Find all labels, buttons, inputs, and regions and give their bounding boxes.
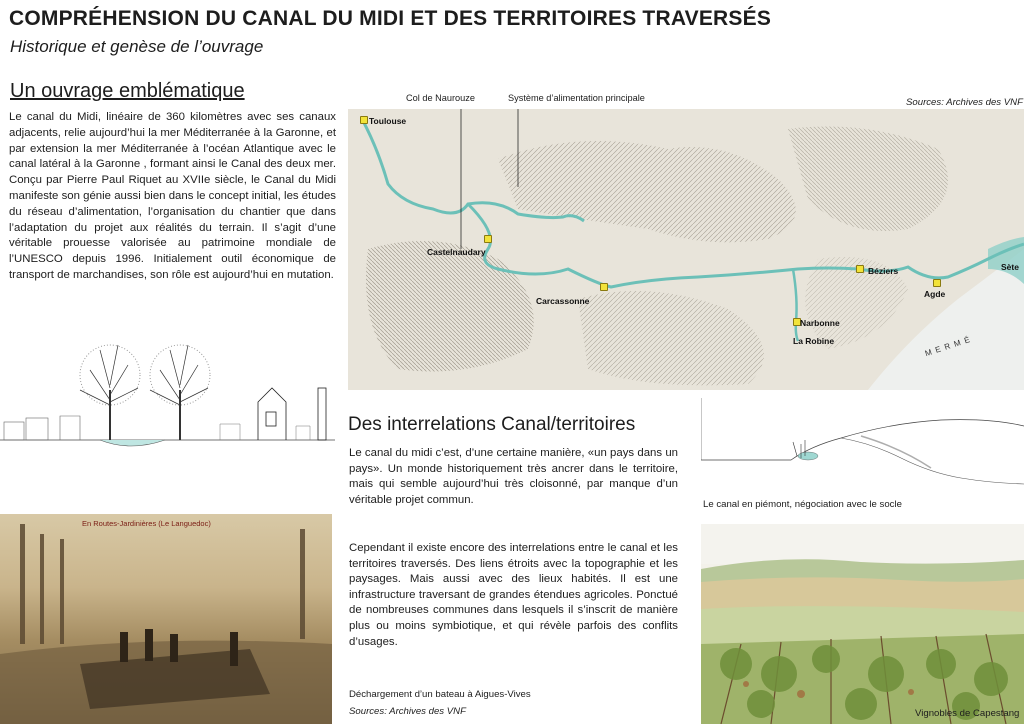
- map-callout-systeme: Système d’alimentation principale: [508, 93, 645, 103]
- city-marker-toulouse: [360, 116, 368, 124]
- piemont-drawing: [701, 398, 1024, 490]
- section-body-interrelations-1: Le canal du midi c’est, d’une certaine manière, «un pays dans un pays». Un monde historiquement très ancrer dans le territoire, mais qui semble aujourd’hui très cloisonné, par manque d’un véritable projet commun.: [349, 447, 678, 506]
- city-label-castelnaudary: Castelnaudary: [427, 247, 486, 257]
- vineyard-painting: [701, 524, 1024, 724]
- postcard-header: En Routes-Jardinières (Le Languedoc): [82, 519, 211, 528]
- map-sea-label: M E R M É: [923, 334, 972, 359]
- city-label-agde: Agde: [924, 289, 946, 299]
- city-label-toulouse: Toulouse: [369, 116, 407, 126]
- vineyard-watercolor: [701, 524, 1024, 724]
- city-label-la-robine: La Robine: [793, 336, 835, 346]
- section-heading-interrelations: Des interrelations Canal/territoires: [348, 414, 636, 435]
- city-marker-carcassonne: [600, 283, 608, 291]
- city-label-narbonne: Narbonne: [800, 318, 840, 328]
- page-subtitle: Historique et genèse de l’ouvrage: [10, 37, 264, 56]
- canal-section-drawing: [0, 330, 335, 450]
- city-marker-agde: [933, 279, 941, 287]
- section-heading-ouvrage: Un ouvrage emblématique: [10, 80, 245, 102]
- section-body-ouvrage: Le canal du Midi, linéaire de 360 kilomètres avec ses canaux adjacents, relie aujourd’hui la mer Méditerranée à la Garonne, et par extension la mer Méditerranée à l’océan Atlantique avec le canal latéral à la Garonne , formant ainsi le Canal des deux mer. Conçu par Pierre Paul Riquet au XVIIe siècle, le Canal du Midi manifeste son génie aussi bien dans le concept initial, les études du réseau d’alimentation, l’organisation du chantier que dans l’adaptation du projet aux réalités du terrain. Il s’agit d’une véritable prouesse valorisée au patrimoine mondiale de l’UNESCO depuis 1996. Initialement outil économique de transport de marchandises, son rôle est aujourd’hui en mutation.: [9, 111, 336, 281]
- vineyard-caption: Vignobles de Capestang: [915, 708, 1020, 719]
- photo-source: Sources: Archives des VNF: [349, 706, 466, 717]
- piemont-caption: Le canal en piémont, négociation avec le socle: [703, 499, 902, 510]
- photo-caption: Déchargement d’un bateau à Aigues-Vives: [349, 689, 531, 700]
- map-callout-col: Col de Naurouze: [406, 93, 475, 103]
- section-body-interrelations-2: Cependant il existe encore des interrelations entre le canal et les territoires traversés. Des liens étroits avec la topographie et les paysages. Mais aussi avec des lieux habités. Il est une infrastructure traversant de grandes étendues agricoles. Ponctué de nombreuses communes dans lesquels il s’inscrit de manière plus ou moins symbiotique, et qui révèle parfois des conflits d’usages.: [349, 542, 678, 648]
- photo-aigues-vives: [0, 514, 332, 724]
- city-label-carcassonne: Carcassonne: [536, 296, 590, 306]
- city-label-beziers: Béziers: [868, 266, 899, 276]
- piemont-sketch: [701, 398, 1024, 490]
- section-sketch: [0, 330, 335, 450]
- city-marker-castelnaudary: [484, 235, 492, 243]
- map-source: Sources: Archives des VNF: [906, 97, 1023, 108]
- city-marker-beziers: [856, 265, 864, 273]
- page-title: COMPRÉHENSION DU CANAL DU MIDI ET DES TERRITOIRES TRAVERSÉS: [9, 7, 772, 30]
- photo-sketch: [0, 514, 332, 724]
- city-label-sete: Sète: [1001, 262, 1019, 272]
